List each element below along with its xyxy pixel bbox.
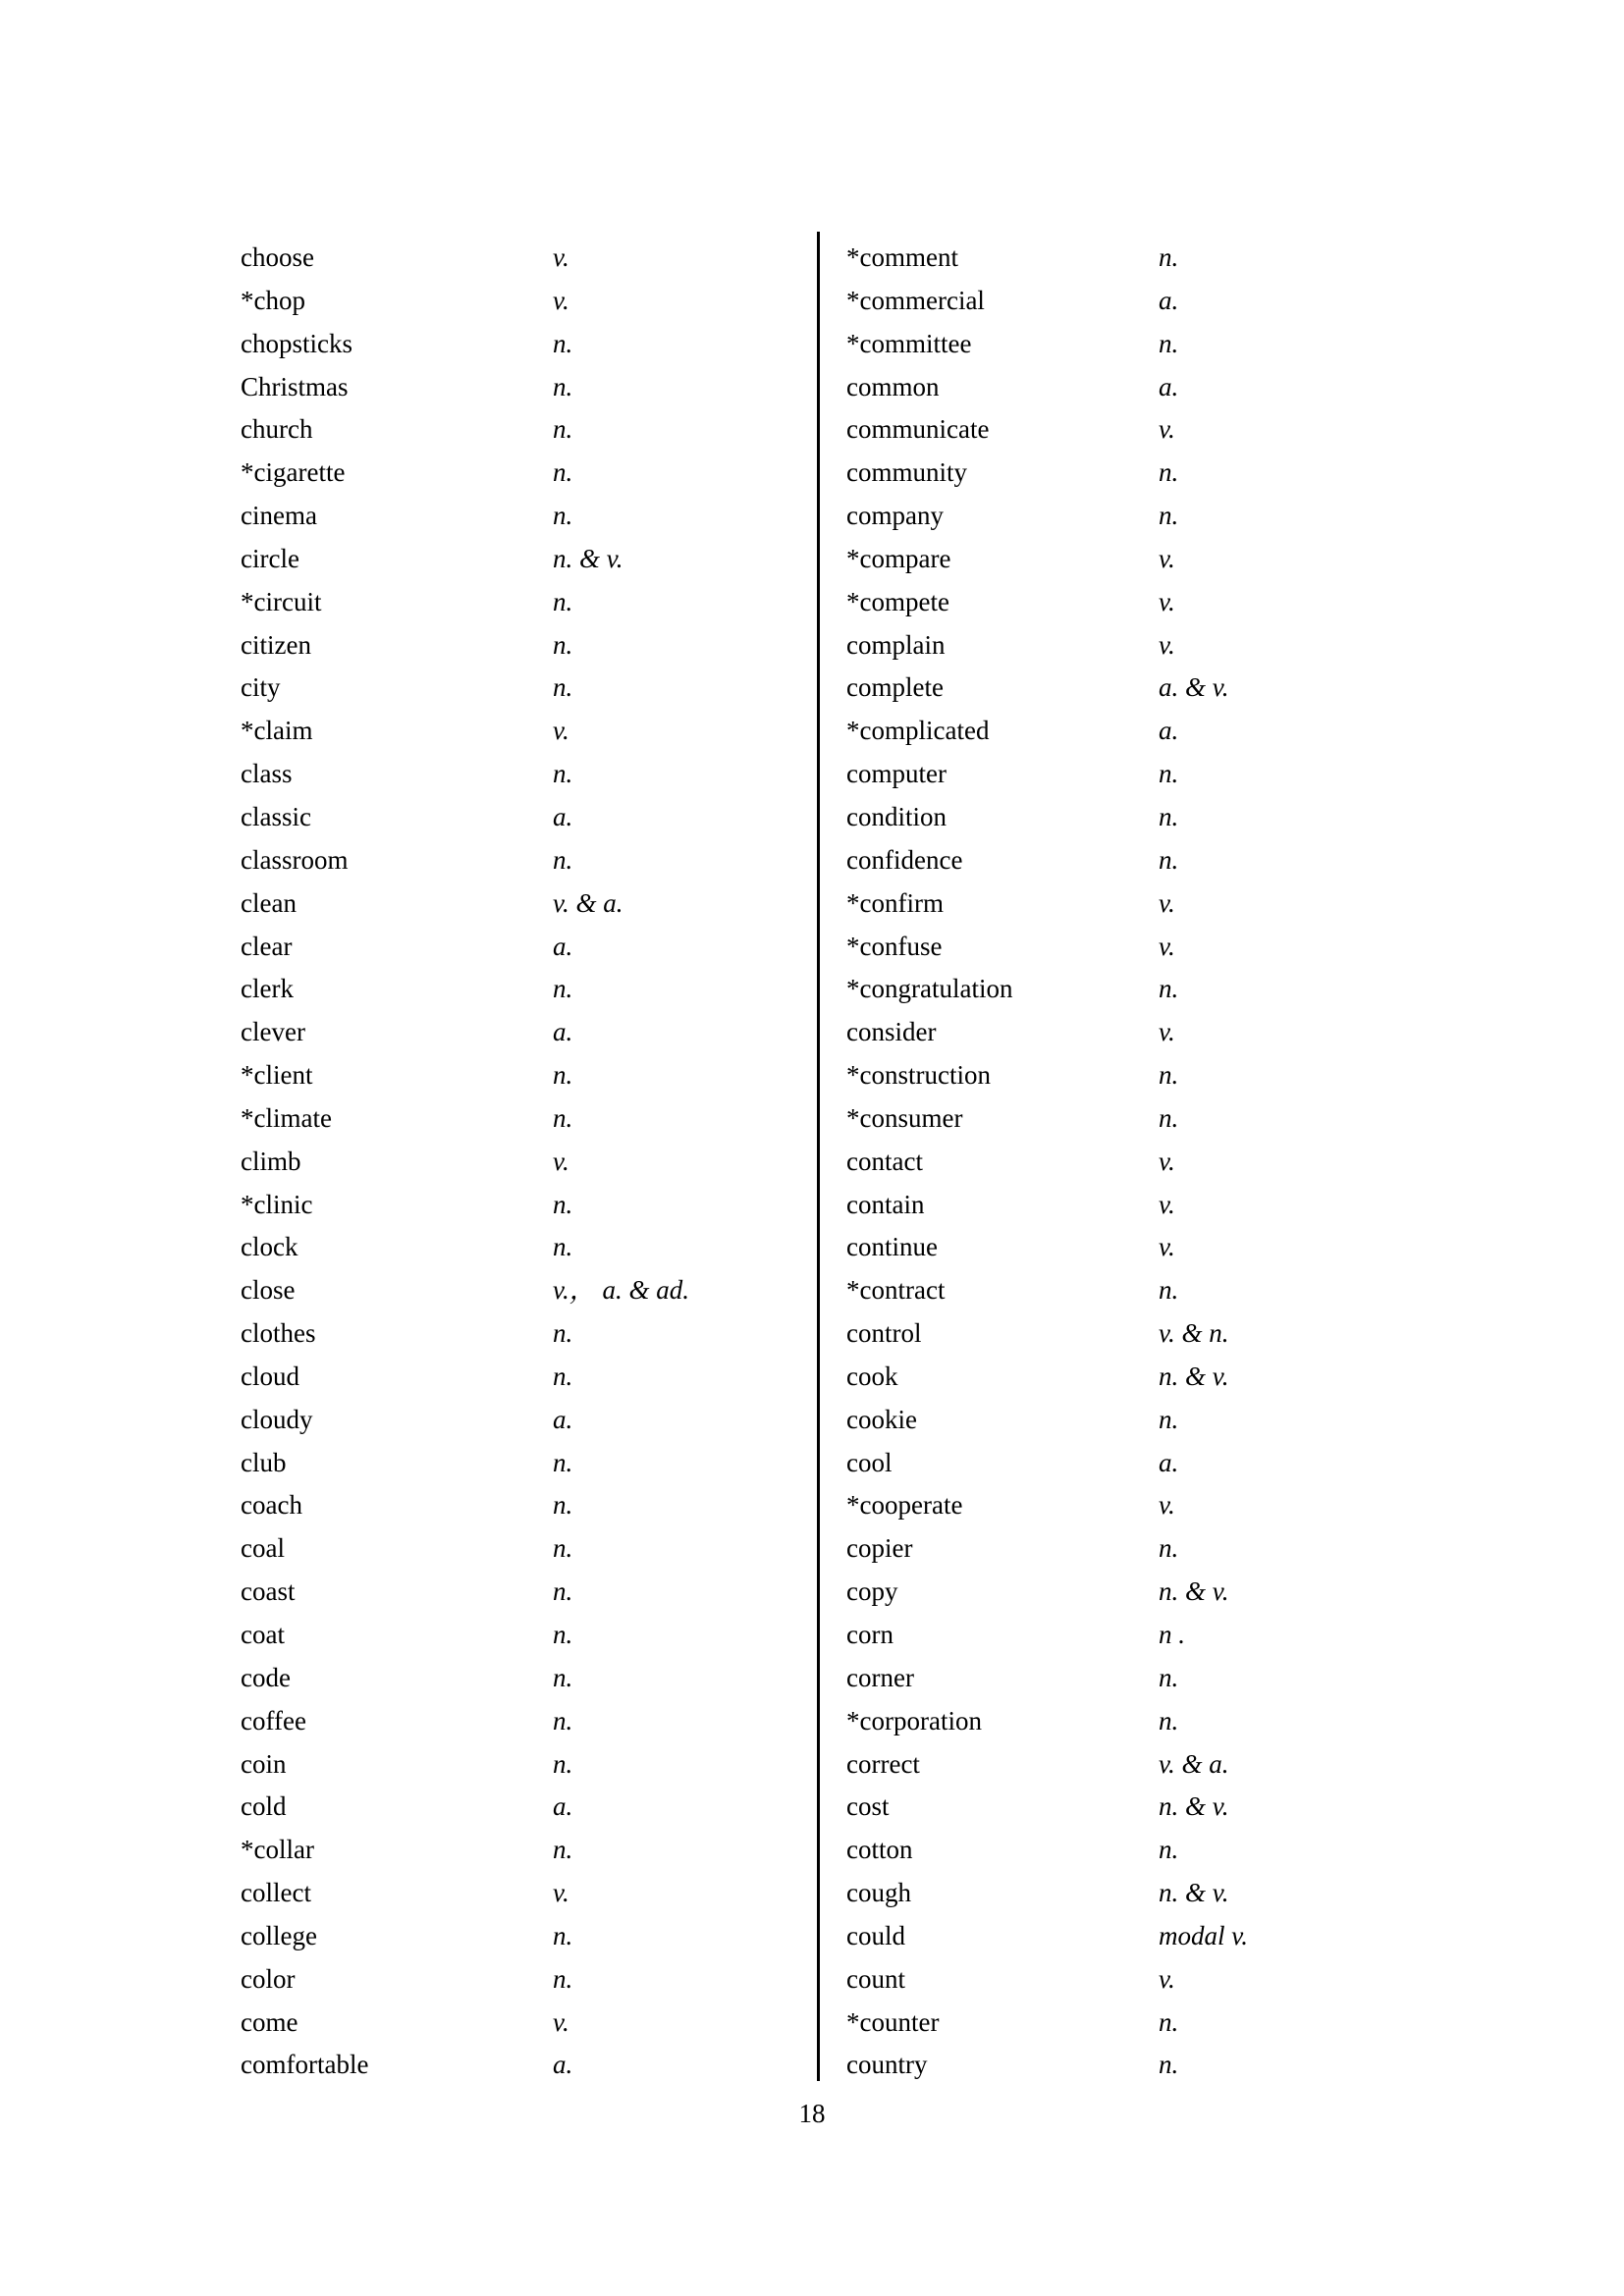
vocab-entry (241, 624, 790, 667)
vocab-entry (241, 581, 790, 624)
vocab-entry (241, 323, 790, 366)
vocab-word: *compare (846, 543, 951, 573)
vocab-word: common (846, 371, 940, 401)
part-of-speech: n. (553, 1920, 573, 1950)
part-of-speech: a. (553, 1017, 573, 1047)
vocab-entry (846, 1442, 1396, 1485)
vocab-word: confidence (846, 844, 963, 875)
part-of-speech: n. (1159, 1102, 1179, 1133)
part-of-speech: n. (553, 1705, 573, 1735)
vocab-word: could (846, 1920, 905, 1950)
part-of-speech: n. (553, 1662, 573, 1692)
vocab-word: *cooperate (846, 1490, 963, 1521)
part-of-speech: v. (1159, 887, 1175, 918)
part-of-speech: n. (1159, 759, 1179, 789)
part-of-speech: n. (1159, 1404, 1179, 1434)
part-of-speech: n. (1159, 801, 1179, 831)
vocab-entry (241, 1226, 790, 1269)
vocab-entry (846, 667, 1396, 710)
vocab-entry (241, 1527, 790, 1571)
part-of-speech: n. & v. (1159, 1791, 1229, 1822)
vocab-word: *claim (241, 716, 313, 746)
part-of-speech: v. & a. (1159, 1748, 1229, 1779)
vocab-entry (846, 1399, 1396, 1442)
vocab-word: *circuit (241, 586, 322, 616)
vocab-word: city (241, 672, 281, 703)
part-of-speech: n. (553, 371, 573, 401)
part-of-speech: n. (553, 414, 573, 445)
vocab-word: climb (241, 1146, 301, 1176)
vocab-word: coach (241, 1490, 302, 1521)
vocab-entry (846, 323, 1396, 366)
vocab-word: *client (241, 1060, 313, 1091)
vocab-entry (241, 1657, 790, 1700)
vocab-entry (241, 280, 790, 323)
part-of-speech: n. & v. (1159, 1361, 1229, 1391)
part-of-speech: a. (1159, 1447, 1179, 1477)
vocab-entry (241, 968, 790, 1011)
vocab-entry (846, 1184, 1396, 1227)
vocab-entry (241, 1312, 790, 1356)
vocab-word: cold (241, 1791, 287, 1822)
vocab-word: cinema (241, 501, 317, 531)
part-of-speech: v. (553, 1878, 569, 1908)
part-of-speech: v. (1159, 1232, 1175, 1262)
vocab-entry (241, 1269, 790, 1312)
vocab-word: count (846, 1963, 905, 1994)
vocab-entry (241, 1958, 790, 2002)
vocab-entry (241, 1829, 790, 1872)
part-of-speech: v. (553, 1146, 569, 1176)
vocab-word: *confirm (846, 887, 944, 918)
part-of-speech: v. (1159, 1189, 1175, 1219)
vocab-entry (846, 1484, 1396, 1527)
vocab-word: clothes (241, 1318, 316, 1349)
vocab-word: clean (241, 887, 297, 918)
vocab-entry (241, 1141, 790, 1184)
vocab-word: citizen (241, 629, 311, 660)
vocab-word: *commercial (846, 285, 985, 315)
part-of-speech: n. (553, 457, 573, 488)
part-of-speech: n . (1159, 1620, 1185, 1649)
vocab-word: copy (846, 1576, 898, 1607)
left-word-column (241, 237, 790, 2087)
vocab-word: cloudy (241, 1404, 313, 1434)
vocab-word: clever (241, 1017, 305, 1047)
vocab-word: company (846, 501, 944, 531)
vocab-word: *contract (846, 1275, 946, 1306)
vocab-entry (241, 1484, 790, 1527)
vocab-entry (846, 882, 1396, 926)
vocab-word: correct (846, 1748, 920, 1779)
vocab-entry (241, 1184, 790, 1227)
vocab-word: church (241, 414, 313, 445)
part-of-speech: a. & v. (1159, 672, 1229, 703)
part-of-speech: n. (553, 974, 573, 1004)
part-of-speech: n. (1159, 1835, 1179, 1865)
part-of-speech: n. (553, 586, 573, 616)
vocab-entry (846, 1657, 1396, 1700)
vocab-entry (241, 1571, 790, 1614)
vocab-entry (241, 1399, 790, 1442)
vocab-word: contain (846, 1189, 925, 1219)
vocab-word: *construction (846, 1060, 991, 1091)
part-of-speech: n. (1159, 457, 1179, 488)
part-of-speech: n. (553, 1963, 573, 1994)
vocab-word: collect (241, 1878, 311, 1908)
vocab-word: classic (241, 801, 311, 831)
vocab-entry (846, 1829, 1396, 1872)
part-of-speech: n. (553, 1189, 573, 1219)
vocab-word: *chop (241, 285, 305, 315)
part-of-speech: v. (1159, 543, 1175, 573)
vocab-word: *cigarette (241, 457, 346, 488)
part-of-speech: n. (553, 501, 573, 531)
vocab-word: *complicated (846, 716, 990, 746)
vocab-word: college (241, 1920, 317, 1950)
vocab-word: coal (241, 1533, 285, 1564)
vocab-word: country (846, 2050, 928, 2080)
part-of-speech: n. (553, 1576, 573, 1607)
part-of-speech: v. (1159, 1963, 1175, 1994)
vocab-word: *compete (846, 586, 949, 616)
part-of-speech: n. (553, 1748, 573, 1779)
part-of-speech: a. (553, 801, 573, 831)
vocab-word: comfortable (241, 2050, 369, 2080)
part-of-speech: n. (553, 1533, 573, 1564)
part-of-speech: v. (1159, 1017, 1175, 1047)
vocab-entry (241, 839, 790, 882)
vocab-entry (846, 968, 1396, 1011)
vocab-entry (241, 1872, 790, 1915)
vocab-word: copier (846, 1533, 913, 1564)
part-of-speech: n. (1159, 1705, 1179, 1735)
part-of-speech: n. (553, 1102, 573, 1133)
vocab-entry (846, 452, 1396, 495)
vocab-word: communicate (846, 414, 990, 445)
vocab-entry (846, 581, 1396, 624)
vocab-entry (241, 1700, 790, 1743)
vocab-word: complain (846, 629, 946, 660)
vocab-word: *consumer (846, 1102, 963, 1133)
vocab-entry (846, 366, 1396, 409)
part-of-speech: n. (1159, 501, 1179, 531)
vocab-entry (241, 926, 790, 969)
vocab-entry (241, 1442, 790, 1485)
vocab-entry (846, 710, 1396, 753)
part-of-speech: v. (1159, 414, 1175, 445)
vocab-entry (846, 495, 1396, 538)
vocab-entry (241, 796, 790, 839)
vocab-word: complete (846, 672, 944, 703)
vocab-word: *comment (846, 242, 958, 272)
vocab-word: cotton (846, 1835, 913, 1865)
vocab-entry (846, 408, 1396, 452)
vocab-word: continue (846, 1232, 938, 1262)
vocab-word: cool (846, 1447, 893, 1477)
part-of-speech: a. (553, 1791, 573, 1822)
vocab-entry (846, 753, 1396, 796)
vocab-entry (846, 2002, 1396, 2045)
part-of-speech: n. (553, 844, 573, 875)
vocab-word: choose (241, 242, 314, 272)
part-of-speech: v. (1159, 629, 1175, 660)
part-of-speech: v. (1159, 931, 1175, 961)
part-of-speech: n. (553, 1318, 573, 1349)
vocab-word: condition (846, 801, 947, 831)
vocab-entry (241, 1356, 790, 1399)
part-of-speech: n. & v. (553, 543, 623, 573)
vocab-word: cookie (846, 1404, 917, 1434)
part-of-speech: n. (553, 328, 573, 358)
vocab-word: clock (241, 1232, 298, 1262)
part-of-speech: n. (553, 1447, 573, 1477)
vocab-entry (241, 667, 790, 710)
vocab-word: corn (846, 1620, 893, 1649)
vocab-entry (846, 926, 1396, 969)
part-of-speech: n. (1159, 1275, 1179, 1306)
part-of-speech: n. (553, 672, 573, 703)
vocab-entry (846, 1269, 1396, 1312)
vocab-entry (241, 2044, 790, 2087)
vocab-entry (846, 280, 1396, 323)
vocab-entry (846, 839, 1396, 882)
vocab-entry (846, 1743, 1396, 1787)
vocab-word: cost (846, 1791, 890, 1822)
part-of-speech: v. (1159, 1146, 1175, 1176)
part-of-speech: n. (1159, 1533, 1179, 1564)
vocab-word: *committee (846, 328, 972, 358)
vocab-entry (846, 538, 1396, 581)
vocab-word: cough (846, 1878, 911, 1908)
part-of-speech: v. & n. (1159, 1318, 1229, 1349)
part-of-speech: a. (553, 1404, 573, 1434)
vocab-word: classroom (241, 844, 349, 875)
part-of-speech: n. & v. (1159, 1576, 1229, 1607)
part-of-speech: a. (1159, 371, 1179, 401)
right-word-column (846, 237, 1396, 2087)
vocab-word: circle (241, 543, 299, 573)
part-of-speech: n. (1159, 328, 1179, 358)
vocab-word: *congratulation (846, 974, 1013, 1004)
vocab-word: class (241, 759, 293, 789)
part-of-speech: v. (553, 716, 569, 746)
vocab-word: *confuse (846, 931, 943, 961)
vocab-entry (241, 1915, 790, 1958)
vocab-entry (846, 1571, 1396, 1614)
vocab-word: Christmas (241, 371, 349, 401)
vocab-word: contact (846, 1146, 923, 1176)
vocab-entry (241, 753, 790, 796)
vocab-word: code (241, 1662, 291, 1692)
vocab-entry (241, 2002, 790, 2045)
vocab-entry (241, 237, 790, 280)
part-of-speech: v. (553, 285, 569, 315)
vocab-entry (241, 882, 790, 926)
vocab-entry (846, 1872, 1396, 1915)
part-of-speech: a. (553, 2050, 573, 2080)
vocab-entry (241, 1743, 790, 1787)
vocab-word: close (241, 1275, 296, 1306)
part-of-speech: n. (553, 1620, 573, 1649)
part-of-speech: v. & a. (553, 887, 623, 918)
vocab-word: clear (241, 931, 293, 961)
vocab-entry (846, 1786, 1396, 1829)
vocab-word: corner (846, 1662, 914, 1692)
vocab-entry (241, 1614, 790, 1657)
vocab-entry (846, 624, 1396, 667)
part-of-speech: n. (1159, 2006, 1179, 2037)
vocab-word: come (241, 2006, 298, 2037)
vocab-word: clerk (241, 974, 294, 1004)
vocab-entry (241, 538, 790, 581)
part-of-speech: n. (553, 1835, 573, 1865)
vocab-entry (241, 1011, 790, 1054)
part-of-speech: n. (553, 1232, 573, 1262)
vocab-word: coin (241, 1748, 287, 1779)
vocab-word: consider (846, 1017, 937, 1047)
vocab-entry (846, 1312, 1396, 1356)
vocab-word: *clinic (241, 1189, 313, 1219)
vocab-entry (846, 1054, 1396, 1097)
vocab-entry (846, 1700, 1396, 1743)
vocab-word: *collar (241, 1835, 314, 1865)
vocab-entry (846, 1011, 1396, 1054)
vocab-word: color (241, 1963, 296, 1994)
vocab-entry (241, 366, 790, 409)
part-of-speech: v. (1159, 586, 1175, 616)
vocab-word: computer (846, 759, 947, 789)
part-of-speech: n. (1159, 242, 1179, 272)
part-of-speech: a. (553, 931, 573, 961)
part-of-speech: n. (1159, 2050, 1179, 2080)
part-of-speech: n. (553, 1490, 573, 1521)
vocab-entry (241, 710, 790, 753)
vocab-word: community (846, 457, 967, 488)
part-of-speech: a. (1159, 716, 1179, 746)
part-of-speech: v. (553, 242, 569, 272)
part-of-speech: n. (553, 759, 573, 789)
vocab-word: *climate (241, 1102, 332, 1133)
vocab-entry (846, 1356, 1396, 1399)
vocab-entry (846, 1141, 1396, 1184)
part-of-speech: v. (553, 2006, 569, 2037)
vocab-word: coast (241, 1576, 296, 1607)
vocab-entry (846, 1097, 1396, 1141)
vocab-entry (241, 1054, 790, 1097)
vocab-word: cloud (241, 1361, 299, 1391)
part-of-speech: n. (553, 1060, 573, 1091)
vocab-word: control (846, 1318, 922, 1349)
vocab-word: cook (846, 1361, 898, 1391)
vocab-entry (241, 1786, 790, 1829)
vocab-entry (241, 495, 790, 538)
part-of-speech: n. (553, 1361, 573, 1391)
vocab-entry (846, 1915, 1396, 1958)
vocab-word: *corporation (846, 1705, 982, 1735)
part-of-speech: n. (1159, 1060, 1179, 1091)
part-of-speech: n. (1159, 1662, 1179, 1692)
vocab-entry (846, 2044, 1396, 2087)
vocab-word: coat (241, 1620, 285, 1649)
vocab-entry (241, 1097, 790, 1141)
vocab-word: coffee (241, 1705, 306, 1735)
vocab-word: *counter (846, 2006, 940, 2037)
vocab-entry (846, 1614, 1396, 1657)
part-of-speech: n. (1159, 844, 1179, 875)
vocab-word: club (241, 1447, 287, 1477)
part-of-speech: v. (1159, 1490, 1175, 1521)
vocab-word: chopsticks (241, 328, 352, 358)
vocab-entry (241, 408, 790, 452)
vocab-entry (241, 452, 790, 495)
column-divider (817, 232, 820, 2081)
vocab-entry (846, 796, 1396, 839)
part-of-speech: n. (1159, 974, 1179, 1004)
vocab-entry (846, 237, 1396, 280)
part-of-speech: modal v. (1159, 1920, 1248, 1950)
part-of-speech: a. (1159, 285, 1179, 315)
part-of-speech: n. & v. (1159, 1878, 1229, 1908)
part-of-speech: v.， a. & ad. (553, 1275, 689, 1306)
vocab-entry (846, 1527, 1396, 1571)
part-of-speech: n. (553, 629, 573, 660)
page-number: 18 (798, 2099, 826, 2128)
vocab-entry (846, 1226, 1396, 1269)
vocab-entry (846, 1958, 1396, 2002)
